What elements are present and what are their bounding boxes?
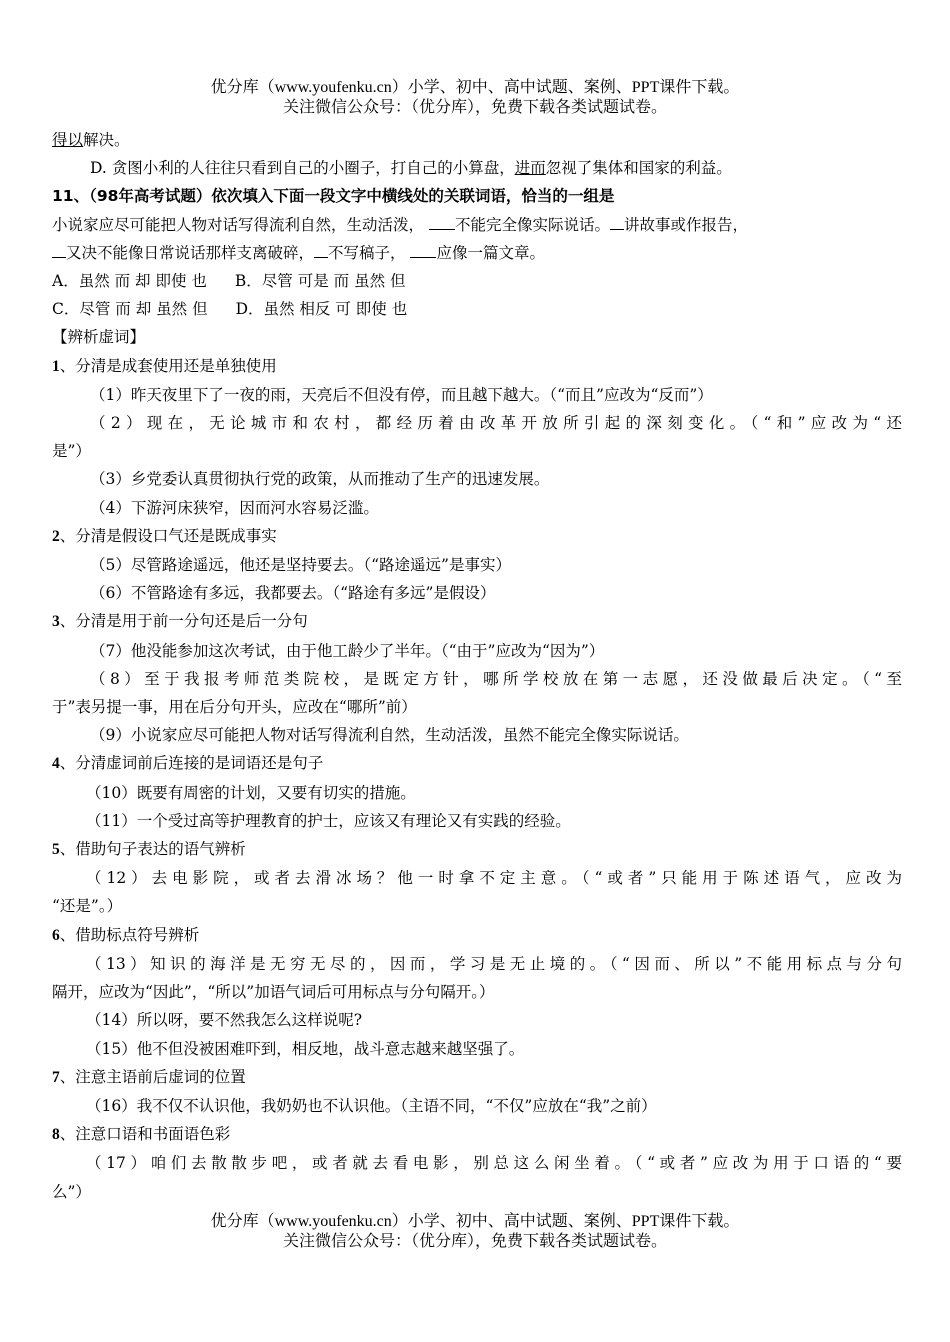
example-2-line-2: 是”） (52, 442, 91, 461)
q11-options-cd (52, 295, 902, 323)
fill-blank (429, 214, 455, 230)
group-heading-2 (52, 522, 902, 551)
group-title: 、注意口语和书面语色彩 (59, 1125, 231, 1144)
example-12-line-1: （12）去电影院，或者去滑冰场？他一时拿不定主意。（“或者”只能用于陈述语气，应改为 (86, 869, 902, 888)
example-16: （16）我不仅不认识他，我奶奶也不认识他。（主语不同，“不仅”应放在“我”之前） (86, 1096, 657, 1115)
option-d: D．虽然 相反 可 即使 也 (235, 300, 408, 319)
example-11: （11）一个受过高等护理教育的护士，应该又有理论又有实践的经验。 (86, 811, 571, 830)
group-number: 3 (52, 613, 60, 631)
fill-blank (314, 242, 328, 258)
text: 不能完全像实际说话。 (454, 215, 610, 234)
fill-blank (410, 242, 436, 258)
q10-option-d (52, 154, 902, 182)
group-number: 6 (52, 926, 60, 944)
example-13-line-1: （13）知识的海洋是无穷无尽的，因而，学习是无止境的。（“因而、所以”不能用标点与分句 (86, 954, 902, 973)
example-17-line-1: （17）咱们去散散步吧，或者就去看电影，别总这么闲坐着。（“或者”应改为用于口语的“要 (86, 1154, 902, 1173)
example-7: （7）他没能参加这次考试，由于他工龄少了半年。（“由于”应改为“因为”） (90, 641, 605, 660)
example-17-line-2: 么”） (52, 1182, 91, 1201)
example-12-line-2: “还是”。） (52, 897, 123, 916)
group-number: 4 (52, 755, 60, 773)
example-9: （9）小说家应尽可能把人物对话写得流利自然，生动活泼，虽然不能完全像实际说话。 (90, 726, 689, 745)
q11-options-ab (52, 267, 902, 295)
text: 讲故事或作报告， (623, 215, 748, 234)
group-heading-4 (52, 749, 902, 778)
example-5: （5）尽管路途遥远，他还是坚持要去。（“路途遥远”是事实） (90, 556, 511, 575)
example-4: （4）下游河床狭窄，因而河水容易泛滥。 (90, 498, 379, 517)
example-8-line-1: （8）至于我报考师范类院校，是既定方针，哪所学校放在第一志愿，还没做最后决定。（“至 (90, 669, 902, 688)
header-line-2: 关注微信公众号：（优分库），免费下载各类试题试卷。 (282, 99, 667, 116)
q10-continuation (52, 126, 902, 154)
text: 应像一篇文章。 (436, 243, 545, 262)
group-title: 、借助句子表达的语气辨析 (59, 840, 246, 859)
group-title: 、分清虚词前后连接的是词语还是句子 (59, 754, 324, 773)
group-number: 8 (52, 1126, 60, 1144)
text: 又决不能像日常说话那样支离破碎， (66, 243, 315, 262)
section-title: 【辨析虚词】 (52, 328, 146, 347)
underlined-word: 进而 (514, 159, 546, 178)
group-heading-1 (52, 352, 902, 381)
example-13-line-2: 隔开，应改为“因此”，“所以”加语气词后可用标点与分句隔开。） (52, 983, 495, 1002)
q11-text-line-2 (52, 239, 902, 267)
group-number: 5 (52, 841, 60, 859)
group-title: 、分清是用于前一分句还是后一分句 (59, 612, 308, 631)
group-title: 、借助标点符号辨析 (59, 925, 200, 944)
example-14: （14）所以呀，要不然我怎么这样说呢? (86, 1011, 363, 1030)
option-b: B．尽管 可是 而 虽然 但 (234, 272, 406, 291)
q11-title: 11、（98年高考试题）依次填入下面一段文字中横线处的关联词语，恰当的一组是 (52, 187, 615, 206)
option-c: C．尽管 而 却 虽然 但 (52, 300, 208, 319)
example-3: （3）乡党委认真贯彻执行党的政策，从而推动了生产的迅速发展。 (90, 470, 550, 489)
text: 忽视了集体和国家的利益。 (545, 159, 732, 178)
example-1: （1）昨天夜里下了一夜的雨，天亮后不但没有停，而且越下越大。（“而且”应改为“反而”） (90, 385, 713, 404)
group-number: 2 (52, 527, 60, 545)
fill-blank (52, 242, 66, 258)
group-heading-7 (52, 1063, 902, 1092)
group-number: 1 (52, 357, 60, 375)
group-heading-3 (52, 607, 902, 636)
group-heading-8 (52, 1120, 902, 1149)
group-title: 、分清是假设口气还是既成事实 (59, 526, 277, 545)
text: 解决。 (83, 131, 130, 149)
text: 不写稿子， (328, 243, 406, 262)
example-2-line-1: （2）现在，无论城市和农村，都经历着由改革开放所引起的深刻变化。（“和”应改为“还 (90, 414, 902, 433)
group-number: 7 (52, 1068, 60, 1086)
example-8-line-2: 于”表另提一事，用在后分句开头，应改在“哪所”前） (52, 698, 417, 717)
group-title: 、分清是成套使用还是单独使用 (59, 356, 277, 375)
underlined-word: 得以 (52, 131, 84, 149)
document-body (52, 126, 902, 1206)
page-footer (0, 1212, 950, 1252)
text: 小说家应尽可能把人物对话写得流利自然，生动活泼， (52, 215, 425, 234)
group-title: 、注意主语前后虚词的位置 (59, 1067, 246, 1086)
page-header (0, 78, 950, 118)
header-line-1: 优分库（www.youfenku.cn）小学、初中、高中试题、案例、PPT课件下载。 (210, 79, 740, 96)
example-15: （15）他不但没被困难吓到，相反地，战斗意志越来越坚强了。 (86, 1039, 525, 1058)
footer-line-2: 关注微信公众号：（优分库），免费下载各类试题试卷。 (282, 1233, 667, 1250)
group-heading-5 (52, 835, 902, 864)
example-10: （10）既要有周密的计划，又要有切实的措施。 (86, 783, 416, 802)
footer-line-1: 优分库（www.youfenku.cn）小学、初中、高中试题、案例、PPT课件下载。 (210, 1213, 740, 1230)
example-6: （6）不管路途有多远，我都要去。（“路途有多远”是假设） (90, 584, 496, 603)
q11-text-line-1 (52, 211, 902, 239)
fill-blank (610, 214, 624, 230)
option-a: A．虽然 而 却 即使 也 (52, 272, 207, 291)
text: D. 贪图小利的人往往只看到自己的小圈子，打自己的小算盘， (90, 159, 515, 178)
group-heading-6 (52, 921, 902, 950)
